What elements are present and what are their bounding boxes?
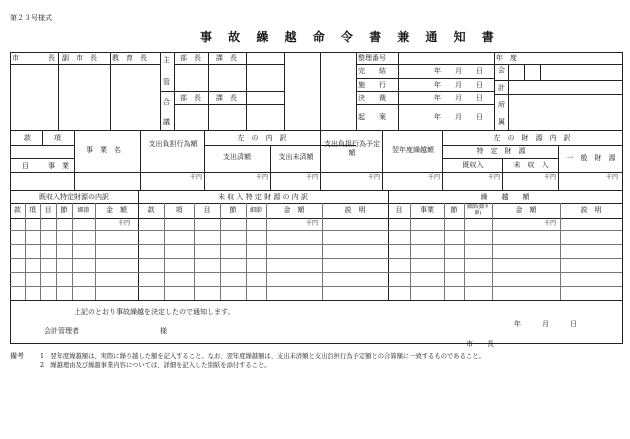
mid-v6 xyxy=(382,130,383,190)
mh-saisetsu: 細節 xyxy=(249,207,262,214)
mid-v4 xyxy=(270,145,271,190)
rh-amount: 金 額 xyxy=(515,206,537,214)
hh-r3 xyxy=(356,91,494,92)
mid-h4 xyxy=(10,145,74,146)
carryover-label: 翌年度繰越額 xyxy=(392,146,434,154)
hv12 xyxy=(508,64,509,130)
office-label-2: 属 xyxy=(498,118,505,126)
mid-v0 xyxy=(42,130,43,145)
mid-v9 xyxy=(558,145,559,190)
not-received-label: 未 収 入 xyxy=(513,161,549,169)
vice-mayor-label: 副 市 長 xyxy=(62,54,97,62)
mid-unit-line xyxy=(10,172,622,173)
mh-amount: 金 額 xyxy=(283,206,305,214)
jigyou-label: 事 業 xyxy=(48,162,69,170)
received-funds-heading: 既収入特定財源の内訳 xyxy=(39,193,109,201)
project-name-label: 事 業 名 xyxy=(86,146,121,154)
moku-label: 目 xyxy=(22,162,29,170)
mh-moku: 目 xyxy=(203,206,211,214)
specific-funds-label: 特 定 財 源 xyxy=(476,147,526,155)
row-line-5 xyxy=(10,286,622,287)
hh-chief-3 xyxy=(160,91,284,92)
mh-description: 説 明 xyxy=(344,206,366,214)
kou-label: 項 xyxy=(54,134,61,142)
city-label: 市 xyxy=(12,54,19,62)
unit-6: 千円 xyxy=(488,174,501,181)
mid-h5 xyxy=(10,158,74,159)
mh-kan: 款 xyxy=(147,206,155,214)
hh-r2 xyxy=(356,78,494,79)
header-bottom-line xyxy=(10,130,622,131)
rh-description: 説 明 xyxy=(580,206,602,214)
mid-h2 xyxy=(442,145,622,146)
unit-2: 千円 xyxy=(256,174,269,181)
row-shikou: 施 行 xyxy=(358,81,386,89)
mid-v7 xyxy=(442,130,443,190)
received-label: 既収入 xyxy=(462,161,484,169)
hv7 xyxy=(284,52,285,130)
mid-v2 xyxy=(140,130,141,190)
chief-label-2: 管 xyxy=(163,78,170,86)
hh-r6 xyxy=(494,94,622,95)
hh-city xyxy=(10,64,160,65)
unit-3: 千円 xyxy=(306,174,319,181)
mid-v1 xyxy=(74,130,75,190)
consult-label-1: 合 xyxy=(163,98,170,106)
unreceived-funds-heading: 未 収 入 特 定 財 源 の 内 訳 xyxy=(217,193,309,201)
city-head-label: 長 xyxy=(48,54,55,62)
hv14 xyxy=(540,64,541,80)
chief-label-1: 主 xyxy=(163,56,170,64)
rh-jigyou: 事業 xyxy=(420,206,434,214)
row-line-3 xyxy=(10,258,622,259)
lh-setsu: 節 xyxy=(60,206,68,214)
mid-h3 xyxy=(442,158,558,159)
paid-label: 支出済額 xyxy=(223,153,251,161)
lh-saisetsu: 細節 xyxy=(77,207,90,214)
unpaid-label: 支出未済額 xyxy=(278,153,314,161)
breakdown-funds-label: 左 の 財 源 内 訳 xyxy=(493,134,571,142)
low-h3 xyxy=(10,300,622,301)
note-item-2: 2 繰越理由及び繰越事業内容については、詳細を記入した別紙を添付すること。 xyxy=(40,362,271,369)
hh-consult xyxy=(174,104,284,105)
row-kanketsu: 完 結 xyxy=(358,67,386,75)
account-label-1: 会 xyxy=(498,66,505,74)
hv8 xyxy=(320,52,321,130)
mh-kou: 項 xyxy=(175,206,183,214)
hv13 xyxy=(524,64,525,80)
date-shikou: 年 月 日 xyxy=(434,81,483,89)
section-head-label: 課 長 xyxy=(216,54,237,62)
account-label-2: 計 xyxy=(498,84,505,92)
low-unit-2: 千円 xyxy=(306,220,319,227)
hh-r5 xyxy=(494,80,622,81)
mid-v5 xyxy=(320,130,321,190)
fiscal-year-label: 年 度 xyxy=(496,54,517,62)
kan-label: 款 xyxy=(24,134,31,142)
dept-head-label: 部 長 xyxy=(180,54,201,62)
mid-bottom-line xyxy=(10,190,622,191)
carry-heading: 繰 越 額 xyxy=(480,193,530,201)
honorific-label: 様 xyxy=(160,327,167,335)
mh-setsu: 節 xyxy=(229,206,237,214)
low-h1 xyxy=(10,203,622,204)
decision-date: 年 月 日 xyxy=(514,320,577,328)
expense-bearing-label: 支出負担行為額 xyxy=(148,140,198,148)
treasurer-label: 会計管理者 xyxy=(44,327,79,335)
date-kanketsu: 年 月 日 xyxy=(434,67,483,75)
date-kessai: 年 月 日 xyxy=(434,94,483,102)
rh-setsu: 節 xyxy=(450,206,458,214)
date-kian: 年 月 日 xyxy=(434,113,483,121)
form-title: 事 故 繰 越 命 令 書 兼 通 知 書 xyxy=(200,30,500,44)
education-label: 教 育 長 xyxy=(112,54,147,62)
row-kian: 起 案 xyxy=(358,113,386,121)
row-line-4 xyxy=(10,272,622,273)
mid-v3 xyxy=(204,130,205,190)
consult-section-head: 課 長 xyxy=(216,94,237,102)
row-kessai: 決 裁 xyxy=(358,94,386,102)
mid-v8 xyxy=(502,158,503,190)
note-item-1: 1 翌年度繰越額は、実際に繰り越した額を記入すること。なお、翌年度繰越額は、支出未済額と支出負担行為予定額との合算額に一致するものであること。 xyxy=(40,353,485,360)
breakdown-left-label: 左 の 内 訳 xyxy=(237,134,287,142)
low-unit-1: 千円 xyxy=(118,220,131,227)
planned-label: 支出負担行為予定額 xyxy=(324,140,380,157)
lh-amount: 金 額 xyxy=(106,206,127,214)
unit-4: 千円 xyxy=(368,174,381,181)
rh-saisetsu: 細節(細々節) xyxy=(467,204,489,216)
low-h2 xyxy=(10,218,622,219)
hh-r1 xyxy=(356,64,622,65)
decision-text: 上記のとおり事故繰越を決定したので通知します。 xyxy=(74,308,235,316)
mayor-label: 市 長 xyxy=(466,340,494,348)
row-line-1 xyxy=(10,230,622,231)
low-unit-3: 千円 xyxy=(544,220,557,227)
lh-moku: 目 xyxy=(44,206,52,214)
unit-1: 千円 xyxy=(190,174,203,181)
row-seiri: 整理番号 xyxy=(358,54,386,62)
form-number: 第２３号様式 xyxy=(10,14,52,22)
rh-moku: 目 xyxy=(395,206,403,214)
consult-label-2: 議 xyxy=(163,118,170,126)
unit-5: 千円 xyxy=(428,174,441,181)
lh-kan: 款 xyxy=(14,206,21,214)
hh-r4 xyxy=(356,104,494,105)
hh-chief-1 xyxy=(174,64,284,65)
unit-7: 千円 xyxy=(544,174,557,181)
unit-8: 千円 xyxy=(606,174,619,181)
consult-dept-head: 部 長 xyxy=(180,94,201,102)
general-funds-label: 一 般 財 源 xyxy=(566,154,616,162)
office-label-1: 所 xyxy=(498,101,505,109)
row-line-2 xyxy=(10,244,622,245)
lh-kou: 項 xyxy=(29,206,36,214)
notes-label: 備考 xyxy=(10,352,24,360)
